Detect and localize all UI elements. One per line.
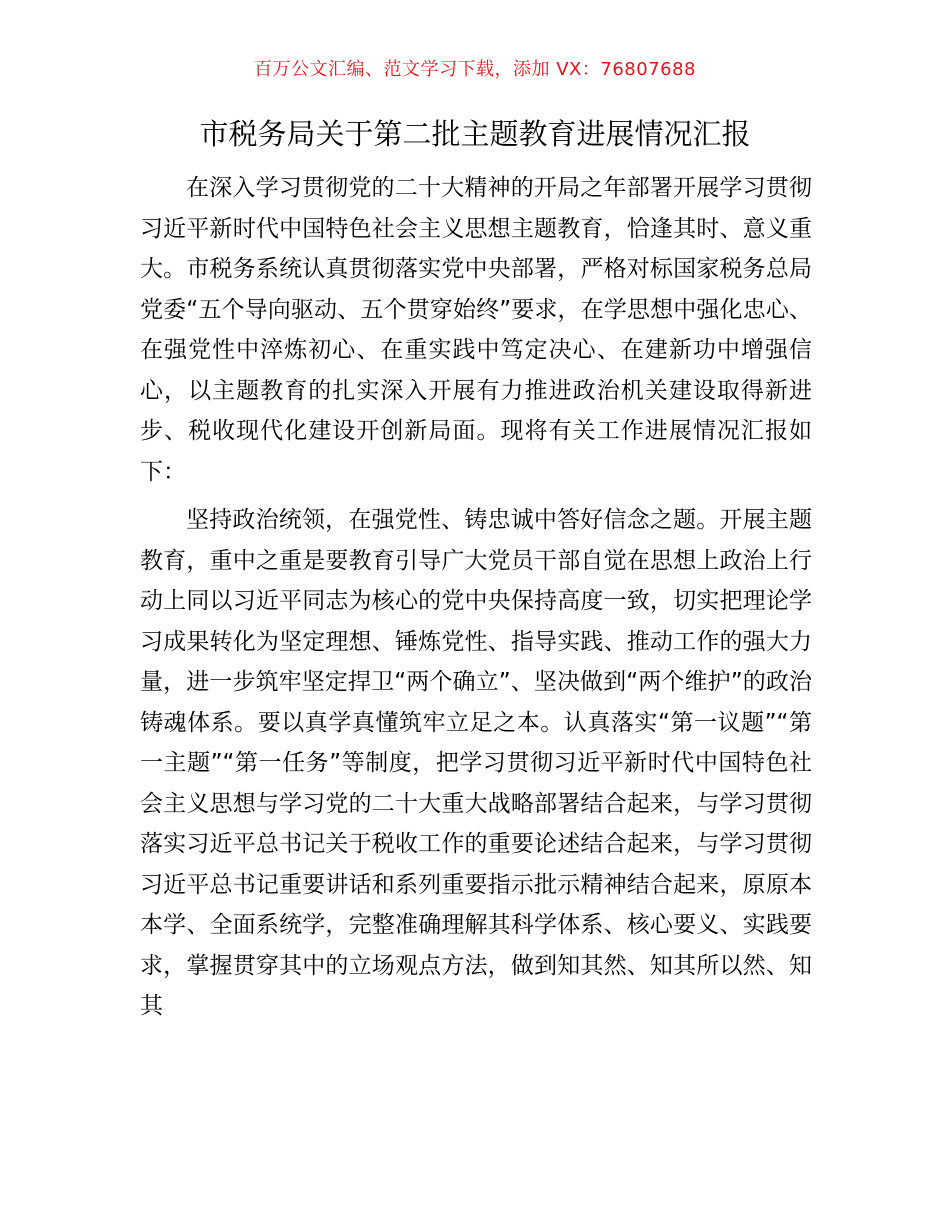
- document-title: 市税务局关于第二批主题教育进展情况汇报: [199, 117, 751, 151]
- paragraph-intro: 在深入学习贯彻党的二十大精神的开局之年部署开展学习贯彻习近平新时代中国特色社会主义思想主题教育，恰逢其时、意义重大。市税务系统认真贯彻落实党中央部署，严格对标国家税务总局党委“五个导向驱动、五个贯穿始终”要求，在学思想中强化忠心、在强党性中淬炼初心、在重实践中笃定决心、在建新功中增强信心，以主题教育的扎实深入开展有力推进政治机关建设取得新进步、税收现代化建设开创新局面。现将有关工作进展情况汇报如下：: [140, 175, 812, 485]
- document-body: [140, 168, 812, 1027]
- paragraph-political-leadership: 坚持政治统领，在强党性、铸忠诚中答好信念之题。开展主题教育，重中之重是要教育引导广大党员干部自觉在思想上政治上行动上同以习近平同志为核心的党中央保持高度一致，切实把理论学习成果转化为坚定理想、锤炼党性、指导实践、推动工作的强大力量，进一步筑牢坚定捍卫“两个确立”、坚决做到“两个维护”的政治铸魂体系。要以真学真懂筑牢立足之本。认真落实“第一议题”“第一主题”“第一任务”等制度，把学习贯彻习近平新时代中国特色社会主义思想与学习党的二十大重大战略部署结合起来，与学习贯彻落实习近平总书记关于税收工作的重要论述结合起来，与学习贯彻习近平总书记重要讲话和系列重要指示批示精神结合起来，原原本本学、全面系统学，完整准确理解其科学体系、核心要义、实践要求，掌握贯穿其中的立场观点方法，做到知其然、知其所以然、知其: [140, 507, 812, 1019]
- header-watermark-note: 百万公文汇编、范文学习下载，添加 VX：76807688: [254, 59, 696, 80]
